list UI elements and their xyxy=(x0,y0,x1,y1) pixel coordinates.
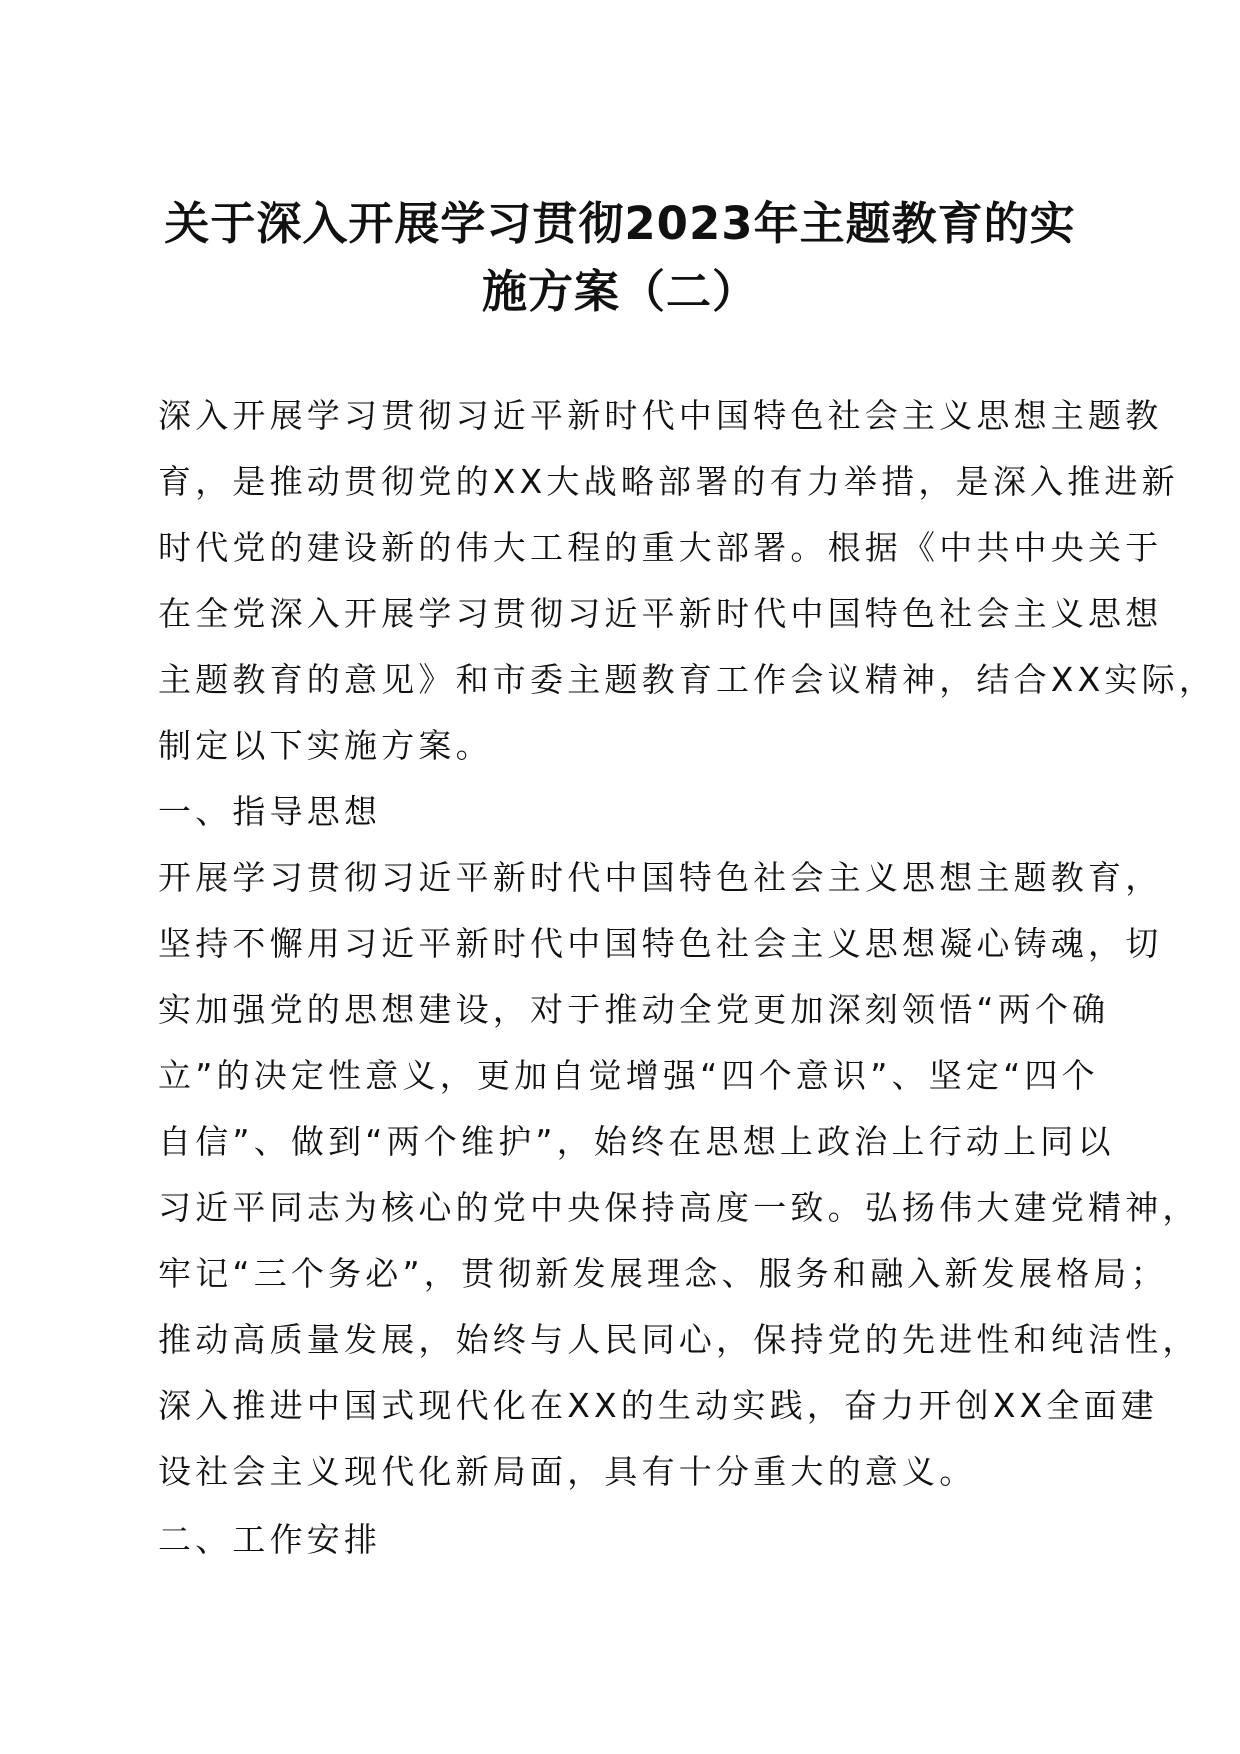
paragraph-intro-line-4: 在全党深入开展学习贯彻习近平新时代中国特色社会主义思想 xyxy=(158,594,1163,633)
paragraph-intro-line-2: 育，是推动贯彻党的XX大战略部署的有力举措，是深入推进新 xyxy=(158,462,1179,501)
paragraph-intro-line-1: 深入开展学习贯彻习近平新时代中国特色社会主义思想主题教 xyxy=(158,396,1163,435)
paragraph-ideology-line-5: 自信”、做到“两个维护”，始终在思想上政治上行动上同以 xyxy=(158,1122,1115,1161)
paragraph-ideology-line-2: 坚持不懈用习近平新时代中国特色社会主义思想凝心铸魂，切 xyxy=(158,924,1163,963)
paragraph-ideology-line-10: 设社会主义现代化新局面，具有十分重大的意义。 xyxy=(158,1452,977,1491)
document-title-line-2: 施方案（二） xyxy=(481,265,758,318)
paragraph-intro-line-6: 制定以下实施方案。 xyxy=(158,726,493,765)
paragraph-ideology-line-7: 牢记“三个务必”，贯彻新发展理念、服务和融入新发展格局； xyxy=(158,1254,1168,1293)
paragraph-ideology-line-4: 立”的决定性意义，更加自觉增强“四个意识”、坚定“四个 xyxy=(158,1056,1099,1095)
paragraph-intro-line-3: 时代党的建设新的伟大工程的重大部署。根据《中共中央关于 xyxy=(158,528,1163,567)
paragraph-intro-line-5: 主题教育的意见》和市委主题教育工作会议精神，结合XX实际， xyxy=(158,660,1217,699)
document-title-line-1: 关于深入开展学习贯彻2023年主题教育的实 xyxy=(164,197,1076,250)
paragraph-ideology-line-3: 实加强党的思想建设，对于推动全党更加深刻领悟“两个确 xyxy=(158,990,1110,1029)
section-heading-work-arrangement: 二、工作安排 xyxy=(158,1520,382,1559)
paragraph-ideology-line-1: 开展学习贯彻习近平新时代中国特色社会主义思想主题教育， xyxy=(158,858,1163,897)
paragraph-ideology-line-9: 深入推进中国式现代化在XX的生动实践，奋力开创XX全面建 xyxy=(158,1386,1159,1425)
section-heading-guiding-ideology: 一、指导思想 xyxy=(158,792,382,831)
paragraph-ideology-line-8: 推动高质量发展，始终与人民同心，保持党的先进性和纯洁性， xyxy=(158,1320,1200,1359)
paragraph-ideology-line-6: 习近平同志为核心的党中央保持高度一致。弘扬伟大建党精神， xyxy=(158,1188,1200,1227)
